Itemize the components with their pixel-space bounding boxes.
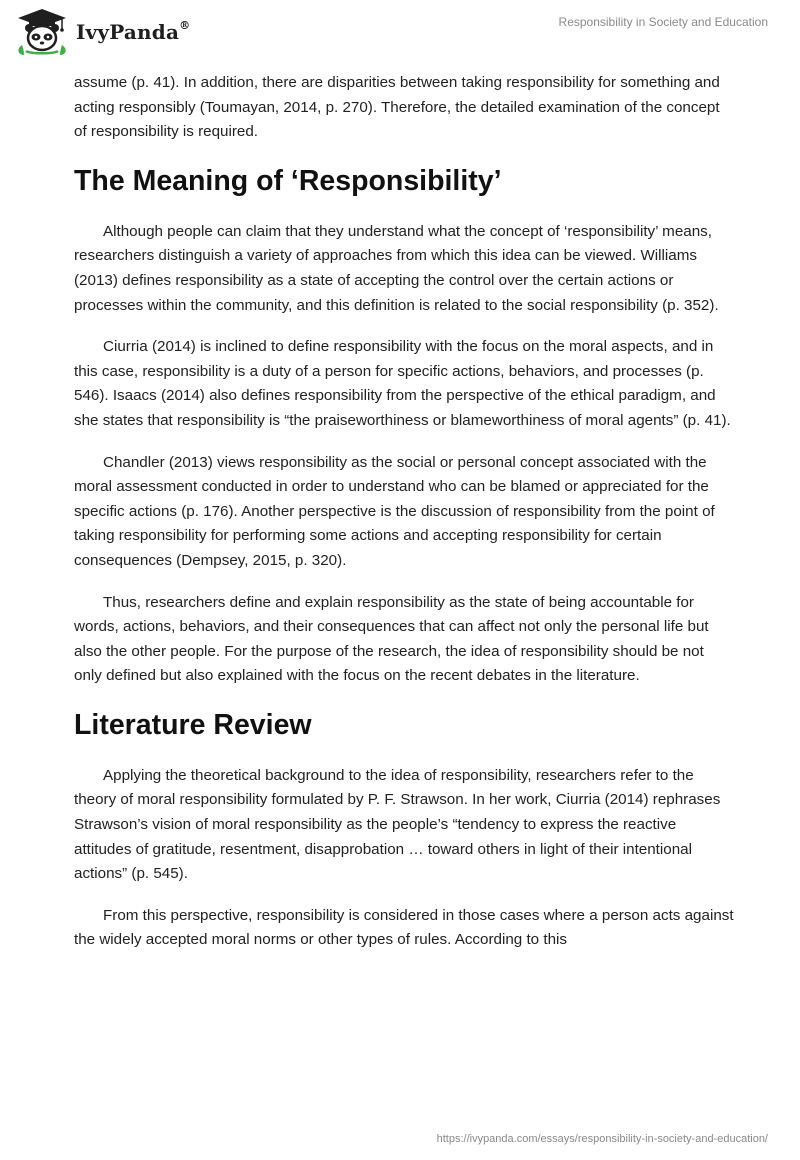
essay-content xyxy=(74,71,734,970)
paragraph: Thus, researchers define and explain responsibility as the state of being accountable for words, actions, behaviors, and their consequences that can affect not only the personal life but also the other people. For the purpose of the research, the idea of responsibility should be not only defined but also explained with the focus on the recent debates in the literature. xyxy=(74,593,709,685)
paragraph: Applying the theoretical background to the idea of responsibility, researchers refer to the theory of moral responsibility formulated by P. F. Strawson. In her work, Ciurria (2014) rephrases Strawson’s vision of moral responsibility as the people’s “tendency to express the reactive attitudes of gratitude, resentment, disapprobation … toward others in light of their intentional actions” (p. 545). xyxy=(74,766,721,883)
paragraph: From this perspective, responsibility is considered in those cases where a person acts against the widely accepted moral norms or other types of rules. According to this xyxy=(74,906,734,949)
panda-graduate-logo-icon xyxy=(14,7,70,57)
section-heading-literature-review: Literature Review xyxy=(74,708,312,741)
document-title: Responsibility in Society and Education xyxy=(558,15,768,29)
section-heading-meaning: The Meaning of ‘Responsibility’ xyxy=(74,164,502,197)
brand-name: IvyPanda® xyxy=(76,19,191,44)
page-header xyxy=(0,0,800,66)
source-url[interactable]: https://ivypanda.com/essays/responsibility-in-society-and-education/ xyxy=(436,1133,768,1145)
brand-logo[interactable] xyxy=(14,6,190,58)
paragraph: Chandler (2013) views responsibility as the social or personal concept associated with the moral assessment conducted in order to understand who can be blamed or appreciated for the specific actions (p. 176). Another perspective is the discussion of responsibility from the point of taking responsibility for performing some actions and accepting responsibility for certain consequences (Dempsey, 2015, p. 320). xyxy=(74,453,715,569)
paragraph: Although people can claim that they understand what the concept of ‘responsibility’ means, researchers distinguish a variety of approaches from which this idea can be viewed. Williams (2013) defines responsibility as a state of accepting the control over the certain actions or processes within the community, and this definition is related to the social responsibility (p. 352). xyxy=(74,222,719,314)
paragraph: Ciurria (2014) is inclined to define responsibility with the focus on the moral aspects, and in this case, responsibility is a duty of a person for specific actions, behaviors, and processes (p. 546). Isaacs (2014) also defines responsibility from the perspective of the ethical paradigm, and she states that responsibility is “the praiseworthiness or blameworthiness of moral agents” (p. 41). xyxy=(74,338,731,429)
paragraph: assume (p. 41). In addition, there are disparities between taking responsibility for something and acting responsibly (Toumayan, 2014, p. 270). Therefore, the detailed examination of the concept of responsibility is required. xyxy=(74,74,720,141)
